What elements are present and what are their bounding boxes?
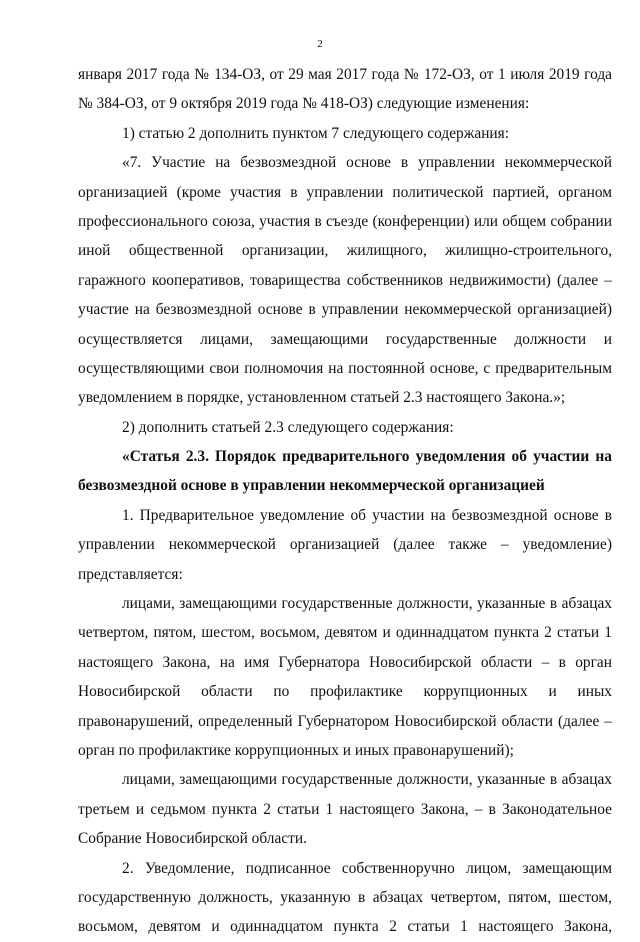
text-line: лицами, замещающими государственные должности, указанные в абзацах bbox=[122, 595, 612, 613]
text-line: восьмом, девятом и одиннадцатом пункта 2 статьи 1 настоящего Закона, bbox=[78, 918, 612, 936]
text-line: настоящего Закона, на имя Губернатора Новосибирской области – в орган bbox=[78, 653, 612, 671]
text-line: № 384-ОЗ, от 9 октября 2019 года № 418-ОЗ) следующие изменения: bbox=[78, 95, 530, 113]
text-line: управлении некоммерческой организацией (далее также – уведомление) bbox=[78, 536, 612, 554]
text-line: участие на безвозмездной основе в управлении некоммерческой организацией) bbox=[78, 301, 612, 319]
text-line: 2. Уведомление, подписанное собственноручно лицом, замещающим bbox=[122, 859, 612, 877]
text-line: профессионального союза, участия в съезде (конференции) или общем собрании bbox=[78, 212, 612, 230]
text-line: 1) статью 2 дополнить пунктом 7 следующего содержания: bbox=[122, 124, 510, 142]
text-line: гаражного кооперативов, товарищества собственников недвижимости) (далее – bbox=[78, 271, 612, 289]
text-line: государственную должность, указанную в абзацах четвертом, пятом, шестом, bbox=[78, 888, 612, 906]
text-line: 1. Предварительное уведомление об участии на безвозмездной основе в bbox=[122, 506, 612, 524]
text-line: 2) дополнить статьей 2.3 следующего содержания: bbox=[122, 418, 454, 436]
document-body bbox=[78, 60, 612, 942]
text-line: осуществляется лицами, замещающими государственные должности и bbox=[78, 330, 612, 348]
text-line: безвозмездной основе в управлении некоммерческой организацией bbox=[78, 477, 545, 495]
text-line: осуществляющими свои полномочия на постоянной основе, с предварительным bbox=[78, 359, 612, 377]
text-line: уведомлением в порядке, установленном статьей 2.3 настоящего Закона.»; bbox=[78, 389, 566, 407]
text-line: лицами, замещающими государственные должности, указанные в абзацах bbox=[122, 771, 612, 789]
text-line: января 2017 года № 134-ОЗ, от 29 мая 2017 года № 172-ОЗ, от 1 июля 2019 года bbox=[78, 66, 612, 83]
text-line: «Статья 2.3. Порядок предварительного уведомления об участии на bbox=[122, 448, 612, 466]
page-number: 2 bbox=[317, 38, 323, 50]
text-line: третьем и седьмом пункта 2 статьи 1 настоящего Закона, – в Законодательное bbox=[78, 800, 612, 818]
text-line: организацией (кроме участия в управлении политической партией, органом bbox=[78, 183, 612, 201]
text-line: Собрание Новосибирской области. bbox=[78, 830, 307, 848]
text-line: Новосибирской области по профилактике коррупционных и иных bbox=[78, 683, 612, 701]
text-line: представляется: bbox=[78, 565, 183, 583]
text-line: четвертом, пятом, шестом, восьмом, девятом и одиннадцатом пункта 2 статьи 1 bbox=[78, 624, 612, 642]
text-line: «7. Участие на безвозмездной основе в управлении некоммерческой bbox=[122, 154, 612, 172]
text-line: правонарушений, определенный Губернатором Новосибирской области (далее – bbox=[78, 712, 612, 730]
text-line: орган по профилактике коррупционных и иных правонарушений); bbox=[78, 741, 514, 759]
text-line: иной общественной организации, жилищного, жилищно-строительного, bbox=[78, 242, 612, 260]
